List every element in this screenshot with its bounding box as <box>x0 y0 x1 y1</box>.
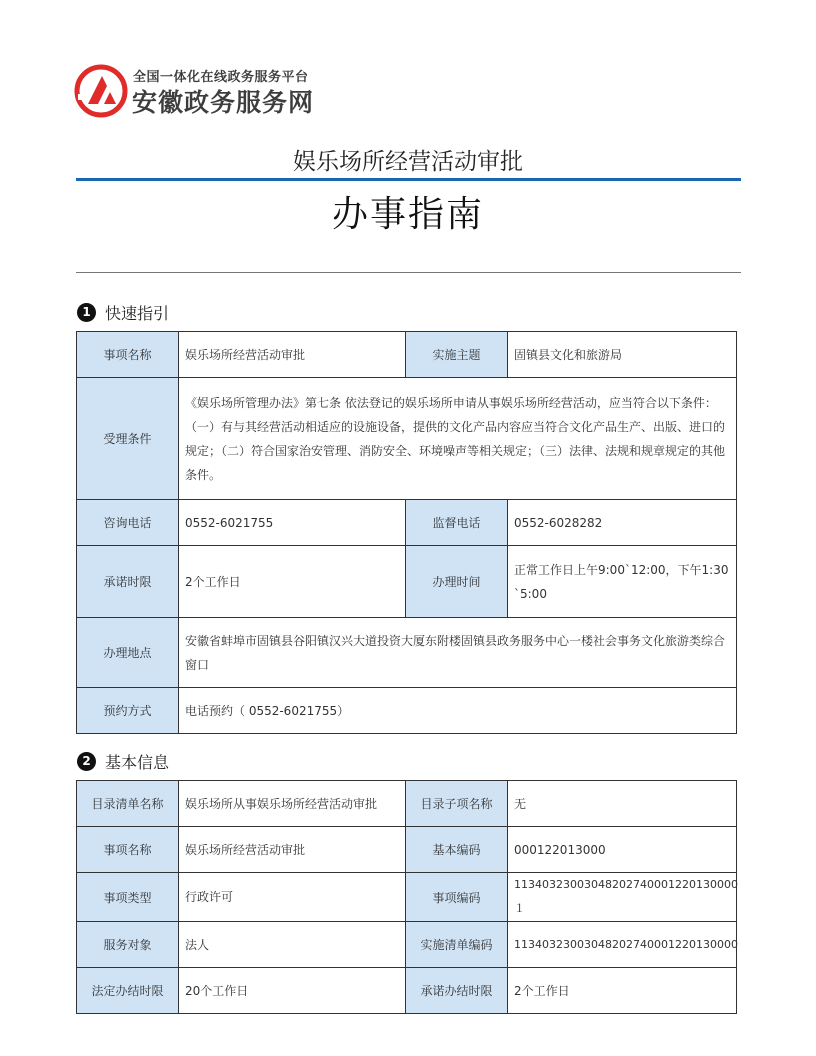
section-title: 快速指引 <box>105 304 170 323</box>
consult-phone-value: 0552-6021755 <box>179 500 406 546</box>
logo-title: 安徽政务服务网 <box>132 88 315 117</box>
item-name-value: 娱乐场所经营活动审批 <box>179 332 406 378</box>
promised-limit-value: 2个工作日 <box>508 968 737 1014</box>
table-row <box>77 688 737 734</box>
subject-value: 固镇县文化和旅游局 <box>508 332 737 378</box>
promised-limit-value: 2个工作日 <box>179 546 406 618</box>
section-title: 基本信息 <box>105 753 170 772</box>
conditions-value: 《娱乐场所管理办法》第七条 依法登记的娱乐场所申请从事娱乐场所经营活动，应当符合以下条件：（一）有与其经营活动相适应的设施设备，提供的文化产品内容应当符合文化产品生产、出版、进口的规定；（二）符合国家治安管理、消防安全、环境噪声等相关规定；（三）法律、法规和规章规定的其他条件。 <box>179 378 737 500</box>
service-title: 娱乐场所经营活动审批 <box>293 149 523 175</box>
item-name-label: 事项名称 <box>77 827 179 873</box>
quick-guide-table <box>76 331 737 734</box>
table-row <box>77 827 737 873</box>
section-heading-basic-info <box>77 750 169 772</box>
appointment-value: 电话预约（ 0552-6021755） <box>179 688 737 734</box>
base-code-label: 基本编码 <box>406 827 508 873</box>
item-code-label: 事项编码 <box>406 873 508 922</box>
promised-limit-label: 承诺时限 <box>77 546 179 618</box>
legal-limit-label: 法定办结时限 <box>77 968 179 1014</box>
service-object-value: 法人 <box>179 922 406 968</box>
conditions-label: 受理条件 <box>77 378 179 500</box>
table-row <box>77 922 737 968</box>
location-value: 安徽省蚌埠市固镇县谷阳镇汉兴大道投资大厦东附楼固镇县政务服务中心一楼社会事务文化旅游类综合窗口 <box>179 618 737 688</box>
item-name-label: 事项名称 <box>77 332 179 378</box>
table-row <box>77 500 737 546</box>
site-logo[interactable] <box>74 64 344 120</box>
table-row <box>77 332 737 378</box>
office-hours-value: 正常工作日上午9:00`12:00，下午1:30`5:00 <box>508 546 737 618</box>
basic-info-table <box>76 780 737 1014</box>
table-row <box>77 378 737 500</box>
table-row <box>77 968 737 1014</box>
item-code-value: 11340323003048202740001220130000１ <box>508 873 737 922</box>
office-hours-label: 办理时间 <box>406 546 508 618</box>
sub-item-label: 目录子项名称 <box>406 781 508 827</box>
table-row <box>77 781 737 827</box>
table-row <box>77 546 737 618</box>
legal-limit-value: 20个工作日 <box>179 968 406 1014</box>
guide-title: 办事指南 <box>331 194 484 235</box>
item-type-label: 事项类型 <box>77 873 179 922</box>
title-divider <box>76 178 741 181</box>
anhui-logo-icon <box>74 64 128 118</box>
table-row <box>77 873 737 922</box>
impl-code-label: 实施清单编码 <box>406 922 508 968</box>
consult-phone-label: 咨询电话 <box>77 500 179 546</box>
base-code-value: 000122013000 <box>508 827 737 873</box>
impl-code-value: 11340323003048202740001220130000 <box>508 922 737 968</box>
item-name-value: 娱乐场所经营活动审批 <box>179 827 406 873</box>
subject-label: 实施主题 <box>406 332 508 378</box>
supervise-phone-label: 监督电话 <box>406 500 508 546</box>
logo-subtitle: 全国一体化在线政务服务平台 <box>133 70 309 85</box>
location-label: 办理地点 <box>77 618 179 688</box>
table-row <box>77 618 737 688</box>
promised-limit-label: 承诺办结时限 <box>406 968 508 1014</box>
section-number-badge: 1 <box>77 303 96 322</box>
item-type-value: 行政许可 <box>179 873 406 922</box>
catalog-name-value: 娱乐场所从事娱乐场所经营活动审批 <box>179 781 406 827</box>
section-number-badge: 2 <box>77 752 96 771</box>
header-divider <box>76 272 741 273</box>
service-object-label: 服务对象 <box>77 922 179 968</box>
sub-item-value: 无 <box>508 781 737 827</box>
supervise-phone-value: 0552-6028282 <box>508 500 737 546</box>
catalog-name-label: 目录清单名称 <box>77 781 179 827</box>
appointment-label: 预约方式 <box>77 688 179 734</box>
section-heading-quick-guide <box>77 301 169 323</box>
